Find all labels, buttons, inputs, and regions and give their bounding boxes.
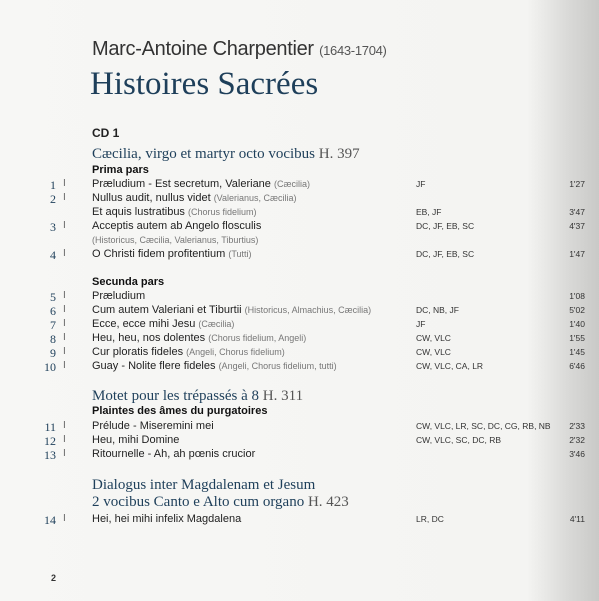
track-number: 3 bbox=[50, 220, 56, 234]
track-duration: 3'46 bbox=[569, 449, 585, 459]
track-separator: I bbox=[63, 178, 66, 189]
track-separator: I bbox=[63, 434, 66, 445]
track-row bbox=[0, 192, 599, 206]
section-secunda-pars: Secunda pars bbox=[92, 276, 165, 288]
work-title-1 bbox=[92, 146, 360, 163]
page-number: 2 bbox=[51, 573, 57, 583]
track-row bbox=[0, 248, 599, 262]
track-title bbox=[92, 248, 252, 260]
track-title bbox=[92, 346, 285, 358]
track-title bbox=[92, 360, 337, 372]
track-title-text: Præludium bbox=[92, 290, 146, 302]
track-number: 4 bbox=[50, 248, 56, 262]
track-duration: 6'46 bbox=[569, 361, 585, 371]
track-roles-continued: (Historicus, Cæcilia, Valerianus, Tiburtius) bbox=[92, 235, 259, 245]
track-performers: DC, JF, EB, SC bbox=[416, 249, 475, 259]
track-separator: I bbox=[63, 220, 66, 231]
section-plaintes: Plaintes des âmes du purgatoires bbox=[92, 405, 268, 417]
track-row bbox=[0, 434, 599, 448]
track-separator: I bbox=[63, 290, 66, 301]
track-title bbox=[92, 513, 241, 525]
track-separator: I bbox=[63, 318, 66, 329]
track-separator: I bbox=[63, 248, 66, 259]
track-duration: 3'47 bbox=[569, 207, 585, 217]
track-performers: CW, VLC, SC, DC, RB bbox=[416, 435, 502, 445]
track-performers: EB, JF bbox=[416, 207, 442, 217]
work-catalog: H. 397 bbox=[318, 146, 360, 162]
track-roles: (Cæcilia) bbox=[273, 179, 310, 189]
track-number: 6 bbox=[50, 304, 56, 318]
track-separator: I bbox=[63, 420, 66, 431]
track-title-text: Heu, heu, nos dolentes bbox=[92, 332, 206, 344]
track-title bbox=[92, 178, 310, 190]
track-title bbox=[92, 304, 371, 316]
track-number: 14 bbox=[44, 513, 56, 527]
track-roles: (Chorus fidelium) bbox=[188, 207, 257, 217]
track-title-text: Guay - Nolite flere fideles bbox=[92, 360, 216, 372]
track-title-text: Ritournelle - Ah, ah pœnis crucior bbox=[92, 448, 256, 460]
track-number: 9 bbox=[50, 346, 56, 360]
track-number: 7 bbox=[50, 318, 56, 332]
work-title-text: Motet pour les trépassés à 8 bbox=[92, 388, 260, 404]
track-row bbox=[0, 318, 599, 332]
track-duration: 5'02 bbox=[569, 305, 585, 315]
track-title-text: Acceptis autem ab Angelo flosculis bbox=[92, 220, 262, 232]
track-number: 5 bbox=[50, 290, 56, 304]
work-catalog: H. 311 bbox=[262, 388, 304, 404]
track-separator: I bbox=[63, 513, 66, 524]
track-roles: (Valerianus, Cæcilia) bbox=[213, 193, 297, 203]
track-performers: CW, VLC bbox=[416, 347, 451, 357]
track-performers: CW, VLC bbox=[416, 333, 451, 343]
track-number: 8 bbox=[50, 332, 56, 346]
composer-name bbox=[92, 38, 387, 61]
track-row bbox=[0, 178, 599, 192]
track-separator: I bbox=[63, 448, 66, 459]
track-title-text: Et aquis lustratibus bbox=[92, 206, 185, 218]
track-title bbox=[92, 290, 145, 302]
track-title bbox=[92, 318, 234, 330]
track-number: 13 bbox=[44, 448, 56, 462]
track-duration: 4'11 bbox=[569, 514, 585, 524]
track-duration: 1'45 bbox=[569, 347, 585, 357]
track-title bbox=[92, 206, 257, 218]
track-roles: (Angeli, Chorus fidelium, tutti) bbox=[218, 361, 337, 371]
work-title-text: 2 vocibus Canto e Alto cum organo bbox=[92, 494, 305, 510]
cd-label: CD 1 bbox=[92, 126, 120, 140]
track-number: 10 bbox=[44, 360, 56, 374]
work-title-2 bbox=[92, 388, 303, 405]
track-duration: 2'32 bbox=[569, 435, 585, 445]
track-duration: 4'37 bbox=[569, 221, 585, 231]
track-row bbox=[0, 346, 599, 360]
work-subtitle-3 bbox=[92, 494, 349, 511]
track-separator: I bbox=[63, 332, 66, 343]
track-duration: 1'27 bbox=[569, 179, 585, 189]
track-roles: (Tutti) bbox=[228, 249, 252, 259]
track-row bbox=[0, 332, 599, 346]
track-title bbox=[92, 434, 179, 446]
track-number: 2 bbox=[50, 192, 56, 206]
track-duration: 1'08 bbox=[569, 291, 585, 301]
track-row bbox=[0, 304, 599, 318]
track-performers: DC, NB, JF bbox=[416, 305, 459, 315]
track-performers: JF bbox=[416, 179, 426, 189]
track-row bbox=[0, 448, 599, 462]
section-prima-pars: Prima pars bbox=[92, 164, 149, 176]
track-separator: I bbox=[63, 360, 66, 371]
track-title bbox=[92, 332, 306, 344]
page-title: Histoires Sacrées bbox=[90, 66, 319, 102]
track-duration: 2'33 bbox=[569, 421, 585, 431]
track-title bbox=[92, 192, 297, 204]
track-row bbox=[0, 206, 599, 220]
track-title bbox=[92, 448, 255, 460]
work-catalog: H. 423 bbox=[307, 494, 349, 510]
track-title-text: Heu, mihi Domine bbox=[92, 434, 180, 446]
track-title-text: Cur ploratis fideles bbox=[92, 346, 184, 358]
work-title-text: Cæcilia, virgo et martyr octo vocibus bbox=[92, 146, 316, 162]
track-row bbox=[0, 420, 599, 434]
composer-dates: (1643-1704) bbox=[319, 43, 387, 58]
track-title bbox=[92, 220, 261, 232]
track-duration: 1'47 bbox=[569, 249, 585, 259]
track-row bbox=[0, 220, 599, 234]
track-row bbox=[0, 513, 599, 527]
track-performers: LR, DC bbox=[416, 514, 444, 524]
track-separator: I bbox=[63, 192, 66, 203]
track-roles: (Historicus, Almachius, Cæcilia) bbox=[244, 305, 372, 315]
track-roles: (Chorus fidelium, Angeli) bbox=[208, 333, 307, 343]
track-title-text: Hei, hei mihi infelix Magdalena bbox=[92, 513, 242, 525]
track-duration: 1'55 bbox=[569, 333, 585, 343]
track-title-text: O Christi fidem profitentium bbox=[92, 248, 226, 260]
track-performers: CW, VLC, LR, SC, DC, CG, RB, NB bbox=[416, 421, 551, 431]
track-title-text: Nullus audit, nullus videt bbox=[92, 192, 211, 204]
track-row bbox=[0, 360, 599, 374]
track-title bbox=[92, 420, 214, 432]
track-number: 11 bbox=[44, 420, 56, 434]
track-separator: I bbox=[63, 346, 66, 357]
track-separator: I bbox=[63, 304, 66, 315]
track-title-text: Præludium - Est secretum, Valeriane bbox=[92, 178, 271, 190]
track-number: 1 bbox=[50, 178, 56, 192]
track-title-text: Prélude - Miseremini mei bbox=[92, 420, 214, 432]
track-performers: CW, VLC, CA, LR bbox=[416, 361, 484, 371]
track-performers: DC, JF, EB, SC bbox=[416, 221, 475, 231]
track-row bbox=[0, 290, 599, 304]
track-roles: (Angeli, Chorus fidelium) bbox=[186, 347, 285, 357]
track-number: 12 bbox=[44, 434, 56, 448]
work-title-3: Dialogus inter Magdalenam et Jesum bbox=[92, 477, 316, 493]
track-duration: 1'40 bbox=[569, 319, 585, 329]
track-performers: JF bbox=[416, 319, 426, 329]
track-title-text: Ecce, ecce mihi Jesu bbox=[92, 318, 196, 330]
track-roles: (Cæcilia) bbox=[198, 319, 235, 329]
composer-label: Marc-Antoine Charpentier bbox=[92, 38, 314, 60]
track-title-text: Cum autem Valeriani et Tiburtii bbox=[92, 304, 242, 316]
